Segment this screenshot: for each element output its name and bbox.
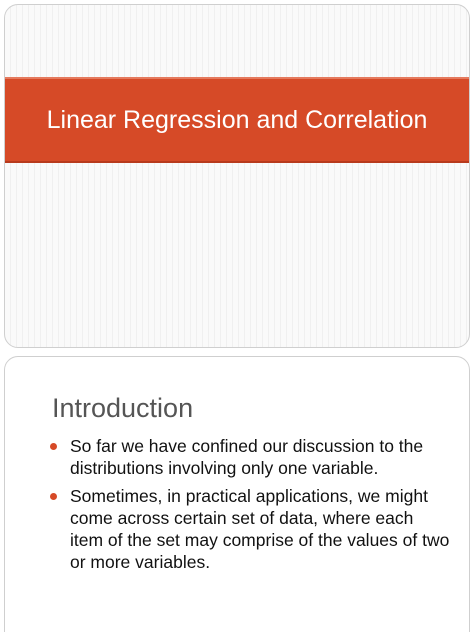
bullet-item [50, 435, 450, 479]
content-slide [4, 356, 470, 632]
bullet-icon [50, 493, 57, 500]
bullet-list [50, 435, 450, 579]
bullet-text: So far we have confined our discussion to the distributions involving only one variable. [70, 436, 424, 478]
bullet-icon [50, 443, 57, 450]
slide-heading: Introduction [52, 393, 194, 423]
title-banner [5, 77, 469, 163]
bullet-text: Sometimes, in practical applications, we might come across certain set of data, where each item of the set may comprise of the values of two or more variables. [70, 486, 450, 572]
bullet-item [50, 485, 450, 573]
slide-title: Linear Regression and Correlation [46, 105, 428, 134]
title-slide [4, 4, 470, 348]
